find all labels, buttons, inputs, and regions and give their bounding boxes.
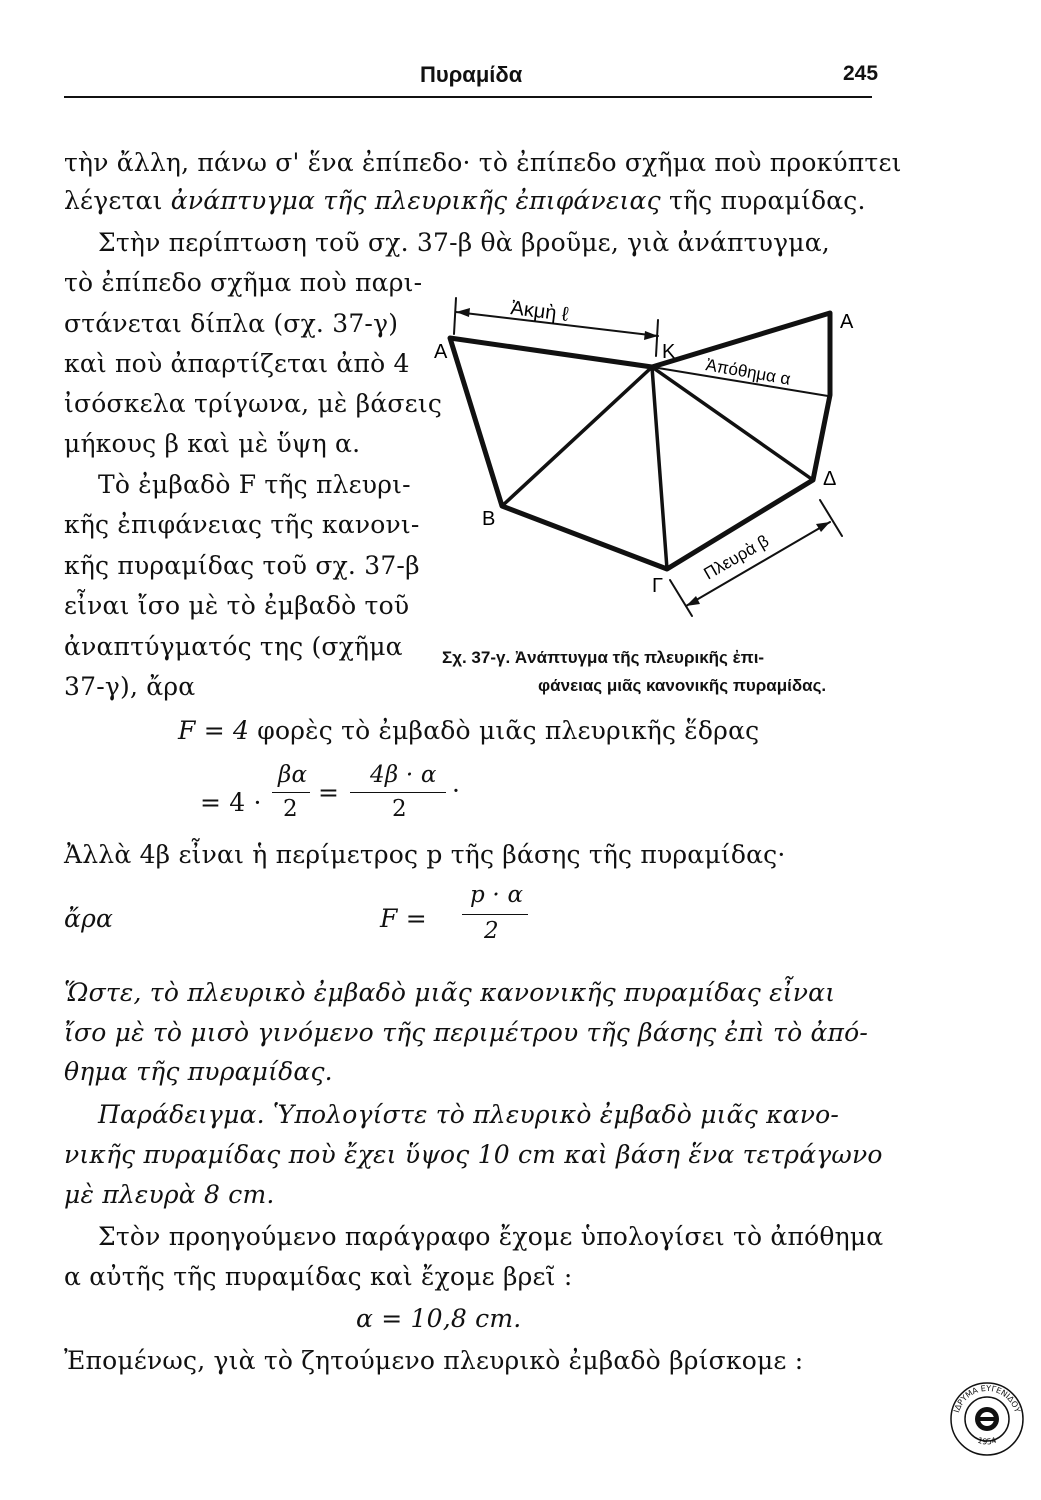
paragraph-2-line-6: μήκους β καὶ μὲ ὕψη α. bbox=[64, 429, 361, 458]
paragraph-4: Ἀλλὰ 4β εἶναι ἡ περίμετρος p τῆς βάσης τῆς πυραμίδας· bbox=[64, 840, 786, 869]
defined-term: ἀνάπτυγμα τῆς πλευρικῆς ἐπιφάνειας bbox=[170, 186, 661, 215]
example-line-3: μὲ πλευρὰ 8 cm. bbox=[64, 1180, 275, 1209]
paragraph-5-line-1: Στὸν προηγούμενο παράγραφο ἔχομε ὑπολογίσει τὸ ἀπόθημα bbox=[98, 1222, 884, 1251]
net-outline bbox=[450, 313, 830, 569]
seal-text-path: ΙΔΡΥΜΑ ΕΥΓΕΝΙΔΟΥ bbox=[952, 1383, 1022, 1414]
figure-caption-line-2: φάνειας μιᾶς κανονικῆς πυραμίδας. bbox=[538, 676, 827, 695]
paragraph-1-line-2 bbox=[64, 186, 866, 215]
side-dimension-tick bbox=[670, 580, 692, 616]
figure-caption-line-1: Σχ. 37-γ. Ἀνάπτυγμα τῆς πλευρικῆς ἐπι- bbox=[442, 648, 765, 667]
arrowhead bbox=[644, 331, 658, 340]
fraction-bar bbox=[350, 792, 446, 793]
vertex-K: Κ bbox=[662, 341, 676, 363]
paragraph-3-line-4: εἶναι ἴσο μὲ τὸ ἐμβαδὸ τοῦ bbox=[64, 591, 410, 620]
text-span: λέγεται bbox=[64, 186, 171, 215]
fraction-bar bbox=[462, 914, 528, 915]
paragraph-2-line-2: τὸ ἐπίπεδο σχῆμα ποὺ παρι- bbox=[64, 268, 423, 297]
formula-2-lhs: F = bbox=[380, 904, 427, 933]
header-rule bbox=[64, 96, 872, 98]
label-apothem: Ἀπόθημα α bbox=[704, 355, 792, 389]
seal-year-path: 1954 bbox=[976, 1435, 998, 1447]
edge-KA bbox=[652, 313, 830, 367]
fraction-2-numerator: 4β · α bbox=[370, 762, 437, 788]
foundation-seal bbox=[948, 1380, 1026, 1458]
formula-2-numerator: p · α bbox=[470, 882, 524, 908]
vertex-A-right: Α bbox=[840, 311, 854, 333]
fraction-bar bbox=[272, 792, 310, 793]
paragraph-3-line-5: ἀναπτύγματός της (σχῆμα bbox=[64, 632, 403, 661]
theorem-line-2: ἴσο μὲ τὸ μισὸ γινόμενο τῆς περιμέτρου τῆς βάσης ἐπὶ τὸ ἀπό- bbox=[64, 1018, 869, 1047]
theorem-line-3: θημα τῆς πυραμίδας. bbox=[64, 1057, 333, 1086]
formula-eq-prefix: = 4 · bbox=[200, 788, 262, 817]
example-line-1: Παράδειγμα. Ὑπολογίστε τὸ πλευρικὸ ἐμβαδὸ μιᾶς κανο- bbox=[98, 1100, 840, 1129]
edge-KG bbox=[652, 367, 667, 569]
paragraph-2-line-5: ἰσόσκελα τρίγωνα, μὲ βάσεις bbox=[64, 389, 443, 418]
page-number: 245 bbox=[843, 62, 879, 85]
paragraph-6: Ἐπομένως, γιὰ τὸ ζητούμενο πλευρικὸ ἐμβαδὸ βρίσκομε : bbox=[64, 1346, 804, 1375]
edge-KB bbox=[502, 367, 652, 506]
formula-2-prefix: ἄρα bbox=[64, 904, 114, 933]
edge-dimension-tick bbox=[656, 320, 658, 356]
formula-lhs: F = 4 bbox=[178, 716, 250, 745]
arrowhead bbox=[456, 308, 470, 317]
arrowhead bbox=[816, 522, 830, 532]
fraction-1-numerator: βα bbox=[278, 762, 308, 788]
edge-dimension-tick bbox=[454, 298, 456, 334]
development-figure bbox=[430, 270, 860, 630]
arrowhead bbox=[686, 596, 700, 606]
fraction-2-denominator: 2 bbox=[392, 796, 407, 822]
side-dimension-tick bbox=[820, 500, 842, 536]
theorem-line-1: Ὥστε, τὸ πλευρικὸ ἐμβαδὸ μιᾶς κανονικῆς πυραμίδας εἶναι bbox=[64, 978, 836, 1007]
fraction-1-denominator: 2 bbox=[283, 796, 298, 822]
vertex-G: Γ bbox=[652, 575, 664, 597]
formula-eq-end: · bbox=[452, 776, 461, 805]
paragraph-5-line-2: α αὐτῆς τῆς πυραμίδας καὶ ἔχομε βρεῖ : bbox=[64, 1262, 573, 1291]
formula-2-denominator: 2 bbox=[484, 918, 499, 944]
vertex-D: Δ bbox=[823, 468, 837, 490]
formula-rhs: φορὲς τὸ ἐμβαδὸ μιᾶς πλευρικῆς ἕδρας bbox=[257, 716, 760, 745]
paragraph-2-line-3: στάνεται δίπλα (σχ. 37-γ) bbox=[64, 309, 399, 338]
running-title: Πυραμίδα bbox=[420, 62, 523, 87]
paragraph-3-line-3: κῆς πυραμίδας τοῦ σχ. 37-β bbox=[64, 551, 420, 580]
paragraph-3-line-6: 37-γ), ἄρα bbox=[64, 672, 196, 701]
paragraph-2-line-1: Στὴν περίπτωση τοῦ σχ. 37-β θὰ βροῦμε, γιὰ ἀνάπτυγμα, bbox=[98, 228, 830, 257]
paragraph-1-line-1: τὴν ἄλλη, πάνω σ' ἕνα ἐπίπεδο· τὸ ἐπίπεδο σχῆμα ποὺ προκύπτει bbox=[64, 148, 902, 177]
vertex-A-left: Α bbox=[434, 341, 448, 363]
paragraph-3-line-1: Τὸ ἐμβαδὸ F τῆς πλευρι- bbox=[98, 470, 411, 499]
label-edge: Ἀκμὴ ℓ bbox=[509, 297, 570, 327]
formula-line-1 bbox=[178, 716, 759, 745]
text-span: τῆς πυραμίδας. bbox=[660, 186, 866, 215]
example-line-2: νικῆς πυραμίδας ποὺ ἔχει ὕψος 10 cm καὶ βάση ἕνα τετράγωνο bbox=[64, 1140, 883, 1169]
paragraph-3-line-2: κῆς ἐπιφάνειας τῆς κανονι- bbox=[64, 510, 420, 539]
vertex-B: Β bbox=[482, 508, 496, 530]
formula-eq-mid: = bbox=[318, 778, 340, 807]
formula-3: α = 10,8 cm. bbox=[356, 1304, 522, 1333]
label-side: Πλευρὰ β bbox=[700, 531, 773, 584]
paragraph-2-line-4: καὶ ποὺ ἀπαρτίζεται ἀπὸ 4 bbox=[64, 349, 410, 378]
seal-year bbox=[976, 1436, 997, 1447]
seal-emblem bbox=[978, 1417, 996, 1421]
